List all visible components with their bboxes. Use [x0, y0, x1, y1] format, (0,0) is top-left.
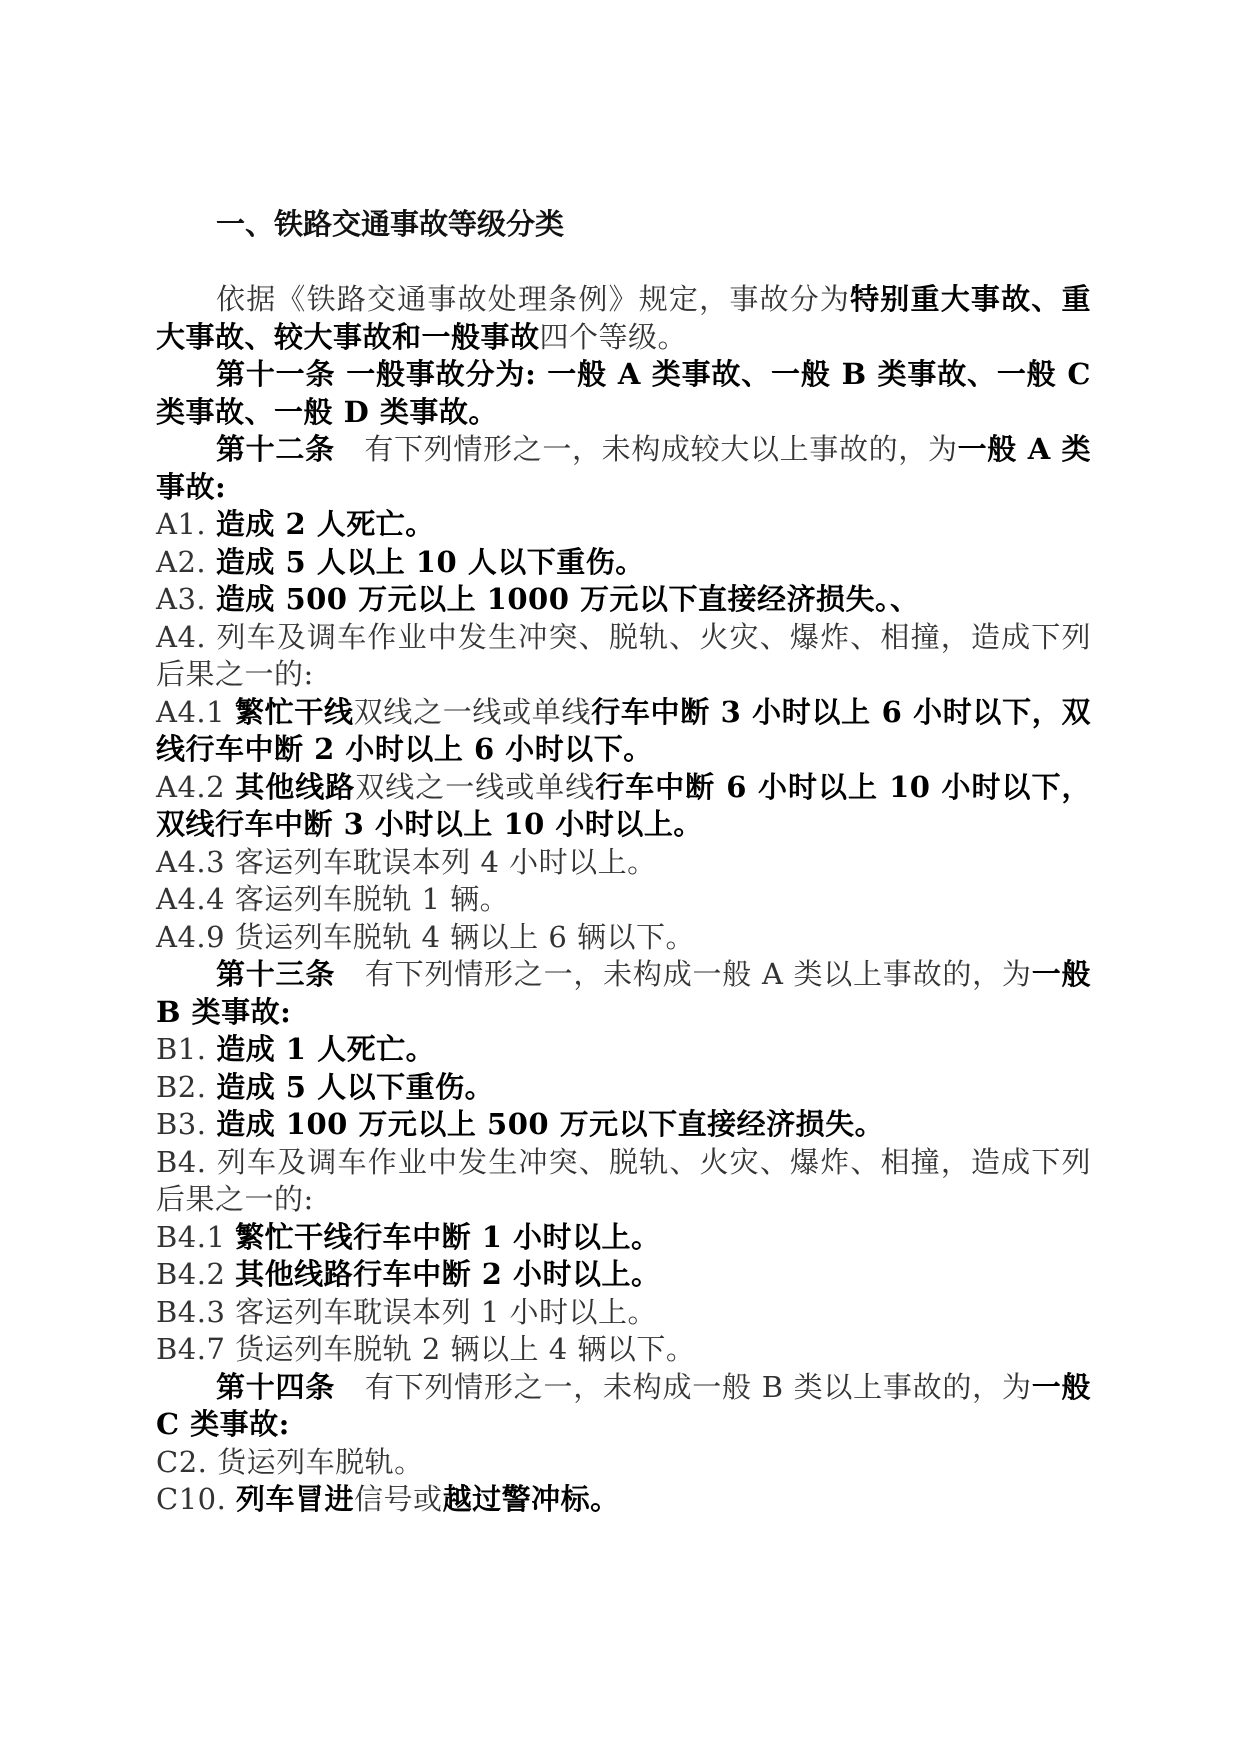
- item-b4-2: [156, 1256, 1091, 1294]
- signal-detail: 信号或: [354, 1482, 443, 1516]
- item-code: A2.: [156, 544, 207, 579]
- intro-text: 依据《铁路交通事故处理条例》规定，事故分为: [216, 282, 851, 316]
- article-14-text: 有下列情形之一，未构成一般 B 类以上事故的，为: [335, 1369, 1032, 1404]
- item-b4-1: [156, 1219, 1091, 1257]
- item-text: 造成 100 万元以上 500 万元以下直接经济损失。: [216, 1107, 885, 1141]
- interruption-text: 行车中断 6 小时以上 10 小时以下，双线行车中断 3 小时以上 10 小时以上。: [156, 769, 1091, 841]
- line-detail: 双线之一线或单线: [355, 769, 596, 804]
- article-13-title: 第十三条: [216, 957, 336, 991]
- article-12-class: 一般 A 类事故:: [156, 432, 1091, 504]
- item-code: B1.: [156, 1032, 207, 1066]
- item-code: A4.2: [156, 769, 226, 804]
- section-heading: 一、铁路交通事故等级分类: [216, 207, 565, 241]
- item-text: 造成 500 万元以上 1000 万元以下直接经济损失。、: [215, 582, 920, 616]
- intro-levels: 特别重大事故、重大事故、较大事故和一般事故: [156, 282, 1091, 354]
- item-text: 造成 5 人以下重伤。: [216, 1069, 495, 1104]
- signal-text: 列车冒进: [236, 1482, 355, 1516]
- item-code: B4.2: [156, 1257, 226, 1291]
- interruption-text: 行车中断 3 小时以上 6 小时以下，双线行车中断 2 小时以上 6 小时以下。: [156, 694, 1091, 766]
- line-detail: 双线之一线或单线: [353, 694, 592, 729]
- article-11: 第十一条 一般事故分为: 一般 A 类事故、一般 B 类事故、一般 C 类事故、一般 D 类事故。: [156, 357, 1091, 429]
- item-code: A3.: [156, 582, 207, 616]
- article-12-title: 第十二条: [216, 432, 335, 466]
- item-c10: [156, 1481, 1091, 1519]
- article-14-title: 第十四条: [216, 1369, 336, 1404]
- article-13-class: 一般 B 类事故:: [156, 957, 1091, 1029]
- article-14: [156, 1369, 1091, 1444]
- item-text: 繁忙干线行车中断 1 小时以上。: [235, 1219, 661, 1254]
- item-b2: [156, 1069, 1091, 1107]
- intro-paragraph: [156, 281, 1091, 356]
- item-a4-1: [156, 694, 1091, 769]
- article-13: [156, 956, 1091, 1031]
- article-12: [156, 431, 1091, 506]
- item-a2: [156, 544, 1091, 582]
- item-code: B2.: [156, 1069, 207, 1104]
- item-code: B3.: [156, 1107, 207, 1141]
- item-b3: [156, 1106, 1091, 1144]
- item-code: A4.1: [156, 694, 226, 729]
- item-b4: B4. 列车及调车作业中发生冲突、脱轨、火灾、爆炸、相撞，造成下列后果之一的:: [156, 1144, 1091, 1216]
- article-13-text: 有下列情形之一，未构成一般 A 类以上事故的，为: [335, 957, 1032, 991]
- item-a4-2: [156, 769, 1091, 844]
- item-text: 其他线路行车中断 2 小时以上。: [235, 1257, 661, 1291]
- article-12-text: 有下列情形之一，未构成较大以上事故的，为: [334, 432, 958, 466]
- intro-tail: 四个等级。: [539, 319, 688, 354]
- item-code: C10.: [156, 1482, 227, 1516]
- item-a4-3: A4.3 客运列车耽误本列 4 小时以上。: [156, 844, 657, 879]
- item-a4-9: A4.9 货运列车脱轨 4 辆以上 6 辆以下。: [156, 919, 696, 954]
- article-14-class: 一般 C 类事故:: [156, 1369, 1091, 1441]
- item-a3: [156, 581, 1091, 619]
- item-b4-7: B4.7 货运列车脱轨 2 辆以上 4 辆以下。: [156, 1332, 696, 1366]
- marker-text: 越过警冲标。: [442, 1482, 620, 1516]
- item-text: 造成 1 人死亡。: [216, 1032, 436, 1066]
- item-a4-4: A4.4 客运列车脱轨 1 辆。: [156, 882, 510, 916]
- item-code: B4.1: [156, 1219, 226, 1254]
- item-b1: [156, 1031, 1091, 1069]
- item-text: 造成 2 人死亡。: [215, 507, 435, 541]
- item-code: A1.: [156, 507, 207, 541]
- item-a4: A4. 列车及调车作业中发生冲突、脱轨、火灾、爆炸、相撞，造成下列后果之一的:: [156, 619, 1091, 691]
- item-a1: [156, 506, 1091, 544]
- item-b4-3: B4.3 客运列车耽误本列 1 小时以上。: [156, 1294, 658, 1329]
- line-type: 其他线路: [235, 769, 356, 804]
- item-text: 造成 5 人以上 10 人以下重伤。: [215, 544, 645, 579]
- line-type: 繁忙干线: [234, 694, 354, 729]
- item-c2: C2. 货运列车脱轨。: [156, 1444, 424, 1479]
